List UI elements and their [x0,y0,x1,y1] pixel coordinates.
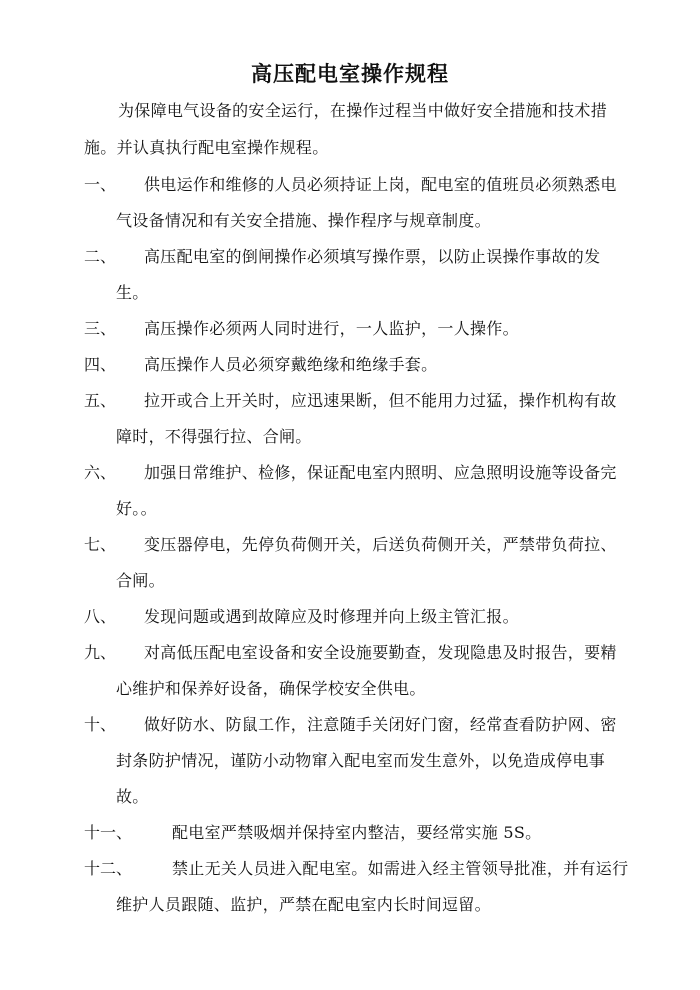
rule-text: 高压操作人员必须穿戴绝缘和绝缘手套。 [144,355,438,374]
rule-text: 配电室严禁吸烟并保持室内整洁，要经常实施 5S。 [172,823,542,842]
rule-number: 一、 [84,175,117,194]
rule-item [84,383,629,455]
rule-number: 二、 [84,247,117,266]
rule-number: 四、 [84,355,117,374]
rule-text: 拉开或合上开关时，应迅速果断，但不能用力过猛，操作机构有故障时，不得强行拉、合闸。 [116,391,617,446]
rule-item [84,815,629,851]
rule-text: 高压操作必须两人同时进行，一人监护，一人操作。 [144,319,519,338]
rule-number: 七、 [84,535,117,554]
rule-item [84,455,629,527]
rule-text: 供电运作和维修的人员必须持证上岗，配电室的值班员必须熟悉电气设备情况和有关安全措施、操作程序与规章制度。 [116,175,617,230]
rule-text: 变压器停电，先停负荷侧开关，后送负荷侧开关，严禁带负荷拉、合闸。 [116,535,617,590]
rule-number: 三、 [84,319,117,338]
intro-paragraph: 为保障电气设备的安全运行，在操作过程当中做好安全措施和技术措施。并认真执行配电室操作规程。 [84,101,608,157]
rule-item [84,311,629,347]
rule-item [84,851,629,923]
rule-text: 高压配电室的倒闸操作必须填写操作票，以防止误操作事故的发生。 [116,247,601,302]
rule-item [84,707,629,815]
intro-section [84,92,629,166]
document-title: 高压配电室操作规程 [251,61,449,86]
rule-text: 对高低压配电室设备和安全设施要勤查，发现隐患及时报告，要精心维护和保养好设备，确保学校安全供电。 [116,643,617,698]
rule-number: 八、 [84,607,117,626]
rules-list [84,167,629,923]
rule-number: 五、 [84,391,117,410]
rule-number: 十、 [84,715,117,734]
rule-number: 九、 [84,643,117,662]
rule-item [84,527,629,599]
rule-item [84,635,629,707]
rule-text: 加强日常维护、检修，保证配电室内照明、应急照明设施等设备完好。。 [116,463,617,518]
rule-number: 十一、 [84,823,133,842]
rule-item [84,239,629,311]
rule-item [84,347,629,383]
rule-item [84,167,629,239]
rule-text: 做好防水、防鼠工作，注意随手关闭好门窗，经常查看防护网、密封条防护情况，谨防小动物窜入配电室而发生意外，以免造成停电事故。 [116,715,617,806]
rule-number: 六、 [84,463,117,482]
rule-item [84,599,629,635]
rule-text: 禁止无关人员进入配电室。如需进入经主管领导批准，并有运行维护人员跟随、监护，严禁在配电室内长时间逗留。 [116,859,629,914]
rule-text: 发现问题或遇到故障应及时修理并向上级主管汇报。 [144,607,519,626]
rule-number: 十二、 [84,859,133,878]
